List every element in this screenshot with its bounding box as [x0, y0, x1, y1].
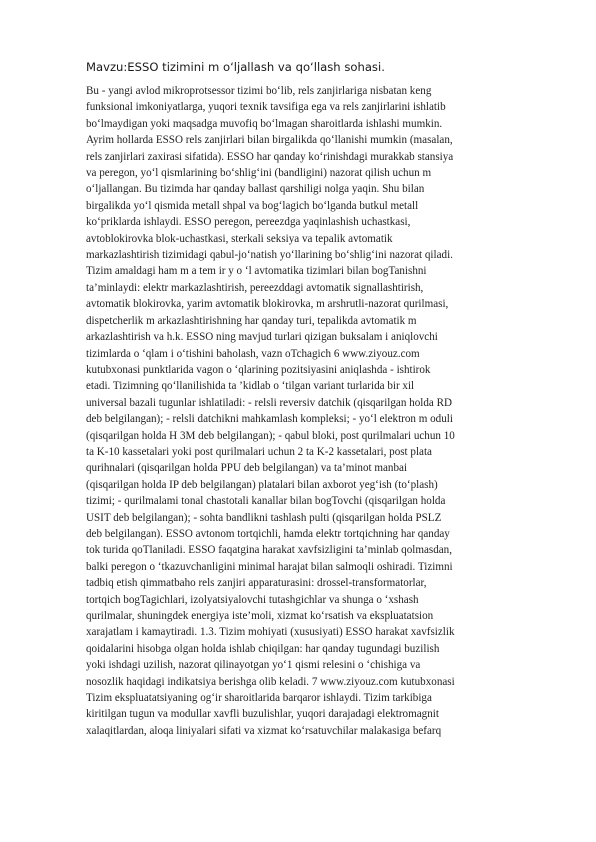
text-line: va peregon, yo‘l qismlarining bo‘shlig‘ini (bandligini) nazorat qilish uchun m — [86, 167, 432, 180]
text-line: qurilmalar, shuningdek energiya iste’moli, xizmat ko‘rsatish va ekspluatatsion — [86, 610, 434, 622]
text-line: xarajatlam i kamaytiradi. 1.3. Tizim mohiyati (xususiyati) ESSO harakat xavfsizlik — [86, 626, 455, 639]
text-line: markazlashtirish tizimidagi qabul-jo‘natish yo‘llarining bo‘shlig‘ini nazorat qiladi. — [86, 249, 453, 262]
text-line: (qisqarilgan holda IP deb belgilangan) platalari bilan axborot yeg‘ish (to‘plash) — [86, 478, 438, 491]
text-line: Tizim amaldagi ham m a tem ir y o ‘l avtomatika tizimlari bilan bogTanishni — [86, 265, 427, 278]
body-paragraph — [86, 83, 526, 739]
text-line: o‘ljallangan. Bu tizimda har qanday ballast qarshiligi nolga yaqin. Shu bilan — [86, 183, 425, 196]
text-line: kutubxonasi punktlarida vagon o ‘qlarining pozitsiyasini aniqlashda - ishtirok — [86, 363, 431, 376]
text-line: ta’minlaydi: elektr markazlashtirish, pereezddagi avtomatik signallashtirish, — [86, 281, 424, 294]
text-line: Bu - yangi avlod mikroprotsessor tizimi bo‘lib, rels zanjirlariga nisbatan keng — [86, 85, 432, 97]
text-line: tizimi; - qurilmalami tonal chastotali kanallar bilan bogTovchi (qisqarilgan holda — [86, 495, 446, 508]
text-line: kiritilgan tugun va modullar xavfli buzulishlar, yuqori darajadagi elektromagnit — [86, 708, 439, 721]
text-line: deb belgilangan); - relsli datchikni mahkamlash kompleksi; - yo‘l elektron m oduli — [86, 413, 453, 426]
text-line: qurihnalari (qisqarilgan holda PPU deb belgilangan) va ta’minot manbai — [86, 462, 408, 475]
text-line: Ayrim hollarda ESSO rels zanjirlari bilan birgalikda qo‘llanishi mumkin (masalan, — [86, 134, 453, 147]
page-title: Mavzu:ESSO tizimini m o‘ljallash va qo‘llash sohasi. — [86, 60, 385, 74]
text-line: universal bazali tugunlar ishlatiladi: - relsli reversiv datchik (qisqarilgan holda RD — [86, 396, 452, 409]
text-line: tizimlarda o ‘qlam i o‘tishini baholash, vazn oTchagich 6 www.ziyouz.com — [86, 347, 420, 360]
text-line: bo‘lmaydigan yoki maqsadga muvofiq bo‘lmagan sharoitlarda ishlashi mumkin. — [86, 117, 443, 130]
text-line: tok turida qoTlaniladi. ESSO faqatgina harakat xavfsizligini ta’minlab qolmasdan, — [86, 544, 453, 557]
text-line: arkazlashtirish va h.k. ESSO ning mavjud turlari qizigan buksalam i aniqlovchi — [86, 331, 438, 344]
text-line: avtoblokirovka blok-uchastkasi, sterkali seksiya va tepalik avtomatik — [86, 232, 393, 245]
text-line: birgalikda yo‘l qismida metall shpal va bog‘lagich bo‘lganda butkul metall — [86, 199, 419, 212]
text-line: (qisqarilgan holda H 3M deb belgilangan); - qabul bloki, post qurilmalari uchun 10 — [86, 429, 455, 442]
text-line: yoki ishdagi uzilish, nazorat qilinayotgan yo‘1 qismi relesini o ‘chishiga va — [86, 659, 421, 672]
text-line: rels zanjirlari zaxirasi sifatida). ESSO har qanday ko‘rinishdagi murakkab stansiya — [86, 150, 454, 163]
text-line: avtomatik blokirovka, yarim avtomatik blokirovka, m arshrutli-nazorat qurilmasi, — [86, 298, 449, 311]
text-line: nosozlik haqidagi indikatsiya berishga olib keladi. 7 www.ziyouz.com kutubxonasi — [86, 675, 455, 688]
text-line: deb belgilangan). ESSO avtonom tortqichli, hamda elektr tortqichning har qanday — [86, 527, 450, 540]
text-line: balki peregon o ‘tkazuvchanligini minimal harajat bilan salmoqli oshiradi. Tizimni — [86, 560, 453, 573]
text-line: tortqich bogTagichlari, izolyatsiyalovchi tutashgichlar va shunga o ‘xshash — [86, 593, 419, 606]
text-line: Tizim ekspluatatsiyaning og‘ir sharoitlarida barqaror ishlaydi. Tizim tarkibiga — [86, 692, 432, 705]
text-line: ko‘priklarda ishlaydi. ESSO peregon, pereezdga yaqinlashish uchastkasi, — [86, 216, 411, 229]
text-line: tadbiq etish qimmatbaho rels zanjiri apparaturasini: drossel-transformatorlar, — [86, 577, 427, 590]
text-line: dispetcherlik m arkazlashtirishning har qanday turi, tepalikda avtomatik m — [86, 314, 417, 327]
text-line: funksional imkoniyatlarga, yuqori texnik tavsifiga ega va rels zanjirlarini ishlatib — [86, 101, 446, 114]
text-line: ta K-10 kassetalari yoki post qurilmalari uchun 2 ta K-2 kassetalari, post plata — [86, 445, 432, 458]
text-line: qoidalarini hisobga olgan holda ishlab chiqilgan: har qanday tugundagi buzilish — [86, 642, 440, 655]
text-line: xalaqitlardan, aloqa liniyalari sifati va xizmat ko‘rsatuvchilar malakasiga befarq — [86, 724, 442, 737]
text-line: USIT deb belgilangan); - sohta bandlikni tashlash pulti (qisqarilgan holda PSLZ — [86, 511, 442, 524]
text-line: etadi. Tizimning qo‘llanilishida ta ’kidlab o ‘tilgan variant turlarida bir xil — [86, 380, 415, 393]
